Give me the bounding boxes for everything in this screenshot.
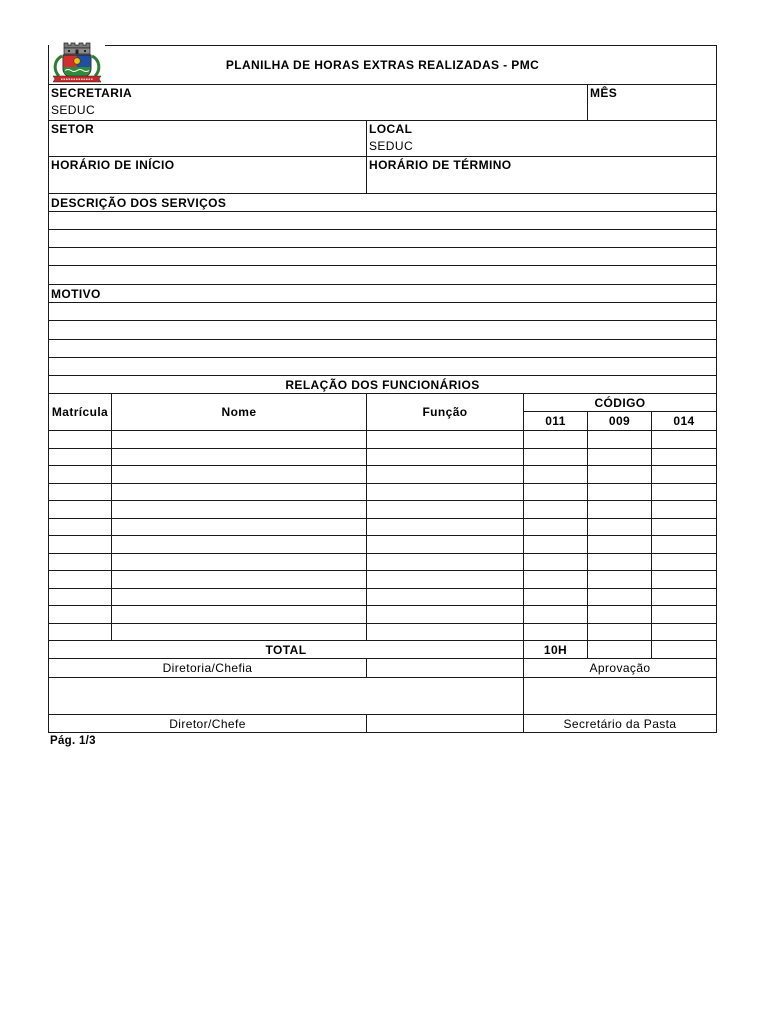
aprovacao-signature-area — [524, 678, 717, 715]
code-011-cell — [524, 483, 588, 501]
secretario-label: Secretário da Pasta — [524, 715, 717, 733]
nome-cell — [112, 466, 367, 484]
funcionarios-title: RELAÇÃO DOS FUNCIONÁRIOS — [49, 376, 717, 394]
nome-cell — [112, 623, 367, 641]
motivo-line — [49, 303, 717, 321]
funcionarios-header-row — [49, 394, 717, 412]
employee-row — [49, 448, 717, 466]
code-header-014: 014 — [652, 412, 717, 431]
code-014-cell — [652, 448, 717, 466]
mural-crown — [64, 43, 90, 54]
funcao-cell — [367, 431, 524, 449]
code-009-cell — [588, 553, 652, 571]
matricula-cell — [49, 466, 112, 484]
employee-row — [49, 431, 717, 449]
nome-cell — [112, 571, 367, 589]
matricula-cell — [49, 483, 112, 501]
code-009-cell — [588, 501, 652, 519]
nome-cell — [112, 501, 367, 519]
matricula-cell — [49, 501, 112, 519]
column-header-codigo: CÓDIGO — [524, 394, 717, 412]
employee-row — [49, 623, 717, 641]
funcao-cell — [367, 571, 524, 589]
diretoria-signature-area — [49, 678, 524, 715]
signature-names-row — [49, 715, 717, 733]
setor-field — [49, 121, 367, 157]
employee-row — [49, 588, 717, 606]
matricula-cell — [49, 431, 112, 449]
code-014-cell — [652, 606, 717, 624]
overtime-form — [48, 45, 717, 733]
coat-of-arms-icon — [49, 41, 105, 83]
descricao-line-cell — [49, 266, 717, 285]
horario-row — [49, 157, 717, 194]
total-code-011: 10H — [524, 641, 588, 659]
secretaria-label: SECRETARIA — [51, 86, 133, 100]
local-label: LOCAL — [369, 122, 413, 136]
column-header-matricula: Matrícula — [49, 394, 112, 431]
title-row — [49, 46, 717, 85]
code-011-cell — [524, 536, 588, 554]
descricao-header-row — [49, 194, 717, 212]
matricula-cell — [49, 623, 112, 641]
motivo-header-row — [49, 285, 717, 303]
code-014-cell — [652, 431, 717, 449]
nome-cell — [112, 536, 367, 554]
code-009-cell — [588, 466, 652, 484]
employee-row — [49, 466, 717, 484]
nome-cell — [112, 448, 367, 466]
descricao-line — [49, 230, 717, 248]
funcao-cell — [367, 466, 524, 484]
nome-cell — [112, 553, 367, 571]
matricula-cell — [49, 553, 112, 571]
employee-row — [49, 571, 717, 589]
code-011-cell — [524, 623, 588, 641]
funcao-cell — [367, 553, 524, 571]
code-009-cell — [588, 483, 652, 501]
mes-field — [588, 85, 717, 121]
employee-row — [49, 483, 717, 501]
nome-cell — [112, 518, 367, 536]
code-header-009: 009 — [588, 412, 652, 431]
local-value: SEDUC — [369, 139, 414, 153]
horario-inicio-field — [49, 157, 367, 194]
total-row — [49, 641, 717, 659]
employee-row — [49, 501, 717, 519]
code-009-cell — [588, 588, 652, 606]
signature-labels-row — [49, 659, 717, 678]
code-009-cell — [588, 606, 652, 624]
code-011-cell — [524, 431, 588, 449]
code-009-cell — [588, 571, 652, 589]
code-014-cell — [652, 623, 717, 641]
funcao-cell — [367, 623, 524, 641]
motivo-line — [49, 358, 717, 376]
signature-spacer — [367, 715, 524, 733]
code-009-cell — [588, 431, 652, 449]
code-011-cell — [524, 553, 588, 571]
funcao-cell — [367, 536, 524, 554]
signature-spacer — [367, 659, 524, 678]
signature-area-row — [49, 678, 717, 715]
nome-cell — [112, 606, 367, 624]
setor-row — [49, 121, 717, 157]
code-009-cell — [588, 448, 652, 466]
nome-cell — [112, 588, 367, 606]
code-014-cell — [652, 483, 717, 501]
nome-cell — [112, 483, 367, 501]
total-code-014 — [652, 641, 717, 659]
motivo-line — [49, 321, 717, 340]
code-011-cell — [524, 501, 588, 519]
funcao-cell — [367, 588, 524, 606]
nome-cell — [112, 431, 367, 449]
code-009-cell — [588, 518, 652, 536]
code-009-cell — [588, 536, 652, 554]
motivo-line-cell — [49, 358, 717, 376]
motivo-line-cell — [49, 340, 717, 358]
column-header-funcao: Função — [367, 394, 524, 431]
code-014-cell — [652, 536, 717, 554]
matricula-cell — [49, 588, 112, 606]
descricao-line-cell — [49, 212, 717, 230]
total-code-009 — [588, 641, 652, 659]
funcao-cell — [367, 448, 524, 466]
code-011-cell — [524, 448, 588, 466]
setor-label: SETOR — [51, 122, 95, 136]
diretor-label: Diretor/Chefe — [49, 715, 367, 733]
total-label: TOTAL — [49, 641, 524, 659]
code-011-cell — [524, 606, 588, 624]
matricula-cell — [49, 518, 112, 536]
code-011-cell — [524, 588, 588, 606]
motivo-label: MOTIVO — [49, 285, 717, 303]
descricao-label: DESCRIÇÃO DOS SERVIÇOS — [49, 194, 717, 212]
descricao-line-cell — [49, 248, 717, 266]
secretaria-field — [49, 85, 588, 121]
descricao-line — [49, 266, 717, 285]
matricula-cell — [49, 448, 112, 466]
code-header-011: 011 — [524, 412, 588, 431]
descricao-line — [49, 212, 717, 230]
funcao-cell — [367, 501, 524, 519]
funcionarios-title-row — [49, 376, 717, 394]
motivo-line — [49, 340, 717, 358]
code-014-cell — [652, 571, 717, 589]
code-014-cell — [652, 588, 717, 606]
secretaria-value: SEDUC — [51, 103, 96, 117]
descricao-line-cell — [49, 230, 717, 248]
horario-termino-field — [367, 157, 717, 194]
motivo-line-cell — [49, 303, 717, 321]
code-011-cell — [524, 466, 588, 484]
employee-row — [49, 536, 717, 554]
funcao-cell — [367, 483, 524, 501]
descricao-line — [49, 248, 717, 266]
diretoria-label: Diretoria/Chefia — [49, 659, 367, 678]
motto-ribbon — [53, 76, 101, 82]
matricula-cell — [49, 571, 112, 589]
code-011-cell — [524, 571, 588, 589]
employee-row — [49, 518, 717, 536]
code-014-cell — [652, 518, 717, 536]
document-title: PLANILHA DE HORAS EXTRAS REALIZADAS - PMC — [49, 46, 717, 85]
page-number: Pág. 1/3 — [50, 735, 96, 747]
code-014-cell — [652, 466, 717, 484]
employee-row — [49, 553, 717, 571]
employee-row — [49, 606, 717, 624]
funcao-cell — [367, 606, 524, 624]
column-header-nome: Nome — [112, 394, 367, 431]
code-014-cell — [652, 553, 717, 571]
code-014-cell — [652, 501, 717, 519]
code-011-cell — [524, 518, 588, 536]
motivo-line-cell — [49, 321, 717, 340]
horario-termino-label: HORÁRIO DE TÉRMINO — [369, 158, 512, 172]
matricula-cell — [49, 536, 112, 554]
mes-label: MÊS — [590, 86, 618, 100]
secretaria-row — [49, 85, 717, 121]
code-009-cell — [588, 623, 652, 641]
funcao-cell — [367, 518, 524, 536]
horario-inicio-label: HORÁRIO DE INÍCIO — [51, 158, 175, 172]
matricula-cell — [49, 606, 112, 624]
local-field — [367, 121, 717, 157]
aprovacao-label: Aprovação — [524, 659, 717, 678]
